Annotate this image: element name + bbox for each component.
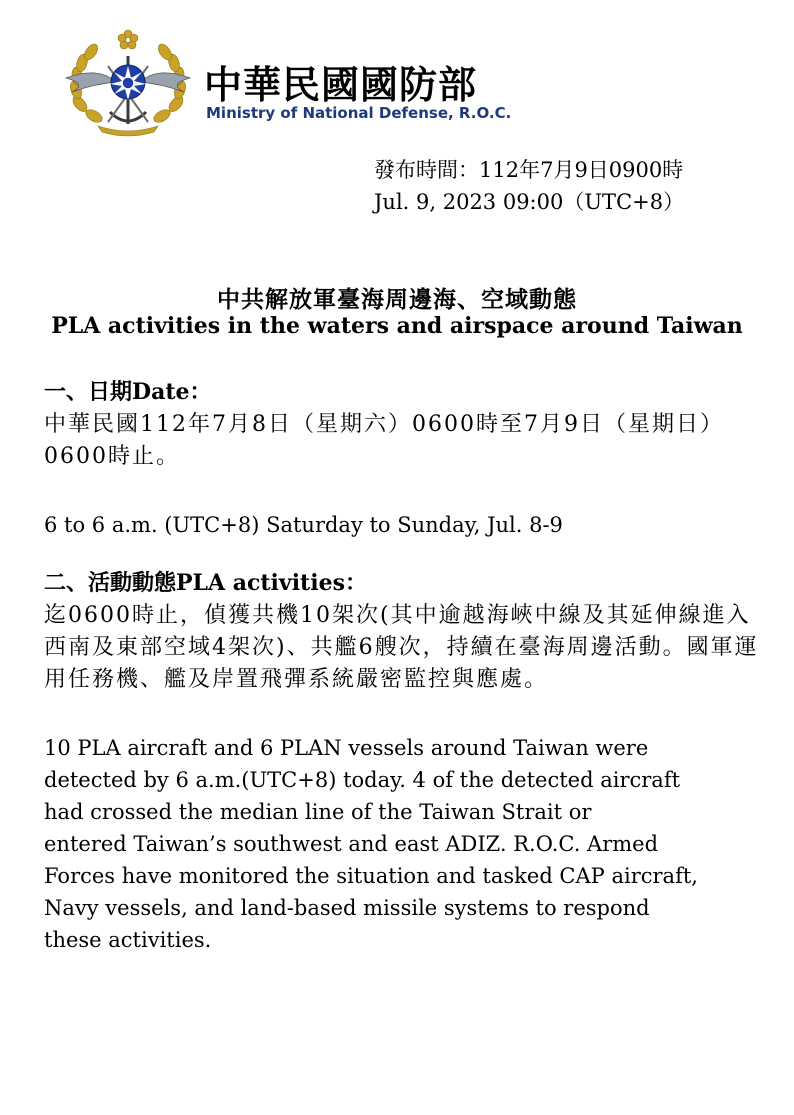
- section-date: [44, 376, 764, 541]
- letterhead: [58, 26, 518, 141]
- section-date-zh: 中華民國112年7月8日（星期六）0600時至7月9日（星期日）0600時止。: [44, 412, 724, 469]
- section-activities-zh: 迄0600時止，偵獲共機10架次(其中逾越海峽中線及其延伸線進入西南及東部空域4架次)、共艦6艘次，持續在臺海周邊活動。國軍運用任務機、艦及岸置飛彈系統嚴密監控與應處。: [44, 603, 759, 692]
- release-time: [374, 154, 684, 218]
- page-title-zh: 中共解放軍臺海周邊海、空域動態: [217, 286, 577, 313]
- section-activities: [44, 567, 764, 956]
- org-name-en: Ministry of National Defense, R.O.C.: [206, 104, 512, 122]
- release-time-en: Jul. 9, 2023 09:00（UTC+8）: [374, 190, 685, 214]
- section-activities-en: 10 PLA aircraft and 6 PLAN vessels around Taiwan were detected by 6 a.m.(UTC+8) today. 4 of the detected aircraft had crossed the median line of the Taiwan Strait or entered Taiwan’s southwest and east ADIZ. R.O.C. Armed Forces have monitored the situation and tasked CAP aircraft, Navy vessels, and land-based missile systems to respond these activities.: [44, 736, 698, 952]
- section-activities-heading: 二、活動動態PLA activities：: [44, 570, 367, 596]
- section-date-heading: 一、日期Date：: [44, 379, 212, 405]
- org-name-zh: 中華民國國防部: [204, 62, 478, 107]
- mnd-emblem-icon: [58, 26, 198, 138]
- page-title-en: PLA activities in the waters and airspace around Taiwan: [51, 313, 743, 339]
- section-date-en: 6 to 6 a.m. (UTC+8) Saturday to Sunday, Jul. 8-9: [44, 513, 563, 537]
- release-time-zh: 發布時間：112年7月9日0900時: [374, 158, 684, 182]
